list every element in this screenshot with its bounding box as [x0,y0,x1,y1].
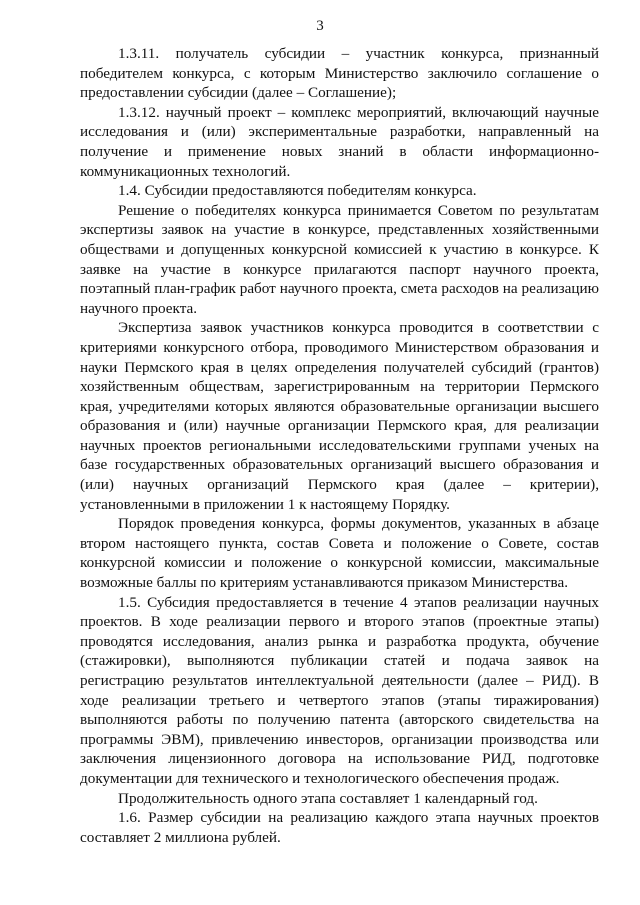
paragraph-expertise: Экспертиза заявок участников конкурса проводится в соответствии с критериями конкурсного отбора, проводимого Министерством образования и науки Пермского края в целях определения получателей субсидий (грантов) хозяйственным обществам, зарегистрированным на территории Пермского края, учредителями которых являются образовательные организации высшего образования и (или) научные организации Пермского края, для реализации научных проектов региональными исследовательскими группами ученых на базе государственных образовательных организаций высшего образования и (или) научных организаций Пермского края (далее – критерии), установленными в приложении 1 к настоящему Порядку. [80,319,599,513]
paragraph-decision: Решение о победителях конкурса принимается Советом по результатам экспертизы заявок на участие в конкурсе, представленных хозяйственными обществами и допущенных конкурсной комиссией к участию в конкурсе. К заявке на участие в конкурсе прилагаются паспорт научного проекта, поэтапный план-график работ научного проекта, смета расходов на реализацию научного проекта. [80,201,599,317]
paragraph-1-4: 1.4. Субсидии предоставляются победителям конкурса. [118,182,477,200]
document-body [80,44,599,847]
paragraph-1-3-11: 1.3.11. получатель субсидии – участник конкурса, признанный победителем конкурса, с которым Министерство заключило соглашение о предоставлении субсидии (далее – Соглашение); [80,45,599,102]
page-number: 3 [316,18,324,34]
paragraph-1-5: 1.5. Субсидия предоставляется в течение 4 этапов реализации научных проектов. В ходе реализации первого и второго этапов (проектные этапы) проводятся исследования, анализ рынка и разработка продукта, обучение (стажировки), выполняются публикации статей и подача заявок на регистрацию результатов интеллектуальной деятельности (далее – РИД). В ходе реализации третьего и четвертого этапов (этапы тиражирования) выполняются работы по получению патента (авторского свидетельства на программы ЭВМ), привлечению инвесторов, организации производства или заключения лицензионного договора на использование РИД, подготовке документации для технического и технологического обеспечения продаж. [80,593,599,787]
paragraph-duration: Продолжительность одного этапа составляет 1 календарный год. [118,789,538,807]
paragraph-1-3-12: 1.3.12. научный проект – комплекс мероприятий, включающий научные исследования и (или) экспериментальные разработки, направленный на получение и применение новых знаний в области информационно-коммуникационных технологий. [80,103,599,180]
paragraph-procedure: Порядок проведения конкурса, формы документов, указанных в абзаце втором настоящего пункта, состав Совета и положение о Совете, состав конкурсной комиссии и положение о конкурсной комиссии, максимальные возможные баллы по критериям устанавливаются приказом Министерства. [80,515,599,592]
paragraph-1-6: 1.6. Размер субсидии на реализацию каждого этапа научных проектов составляет 2 миллиона рублей. [80,809,599,846]
